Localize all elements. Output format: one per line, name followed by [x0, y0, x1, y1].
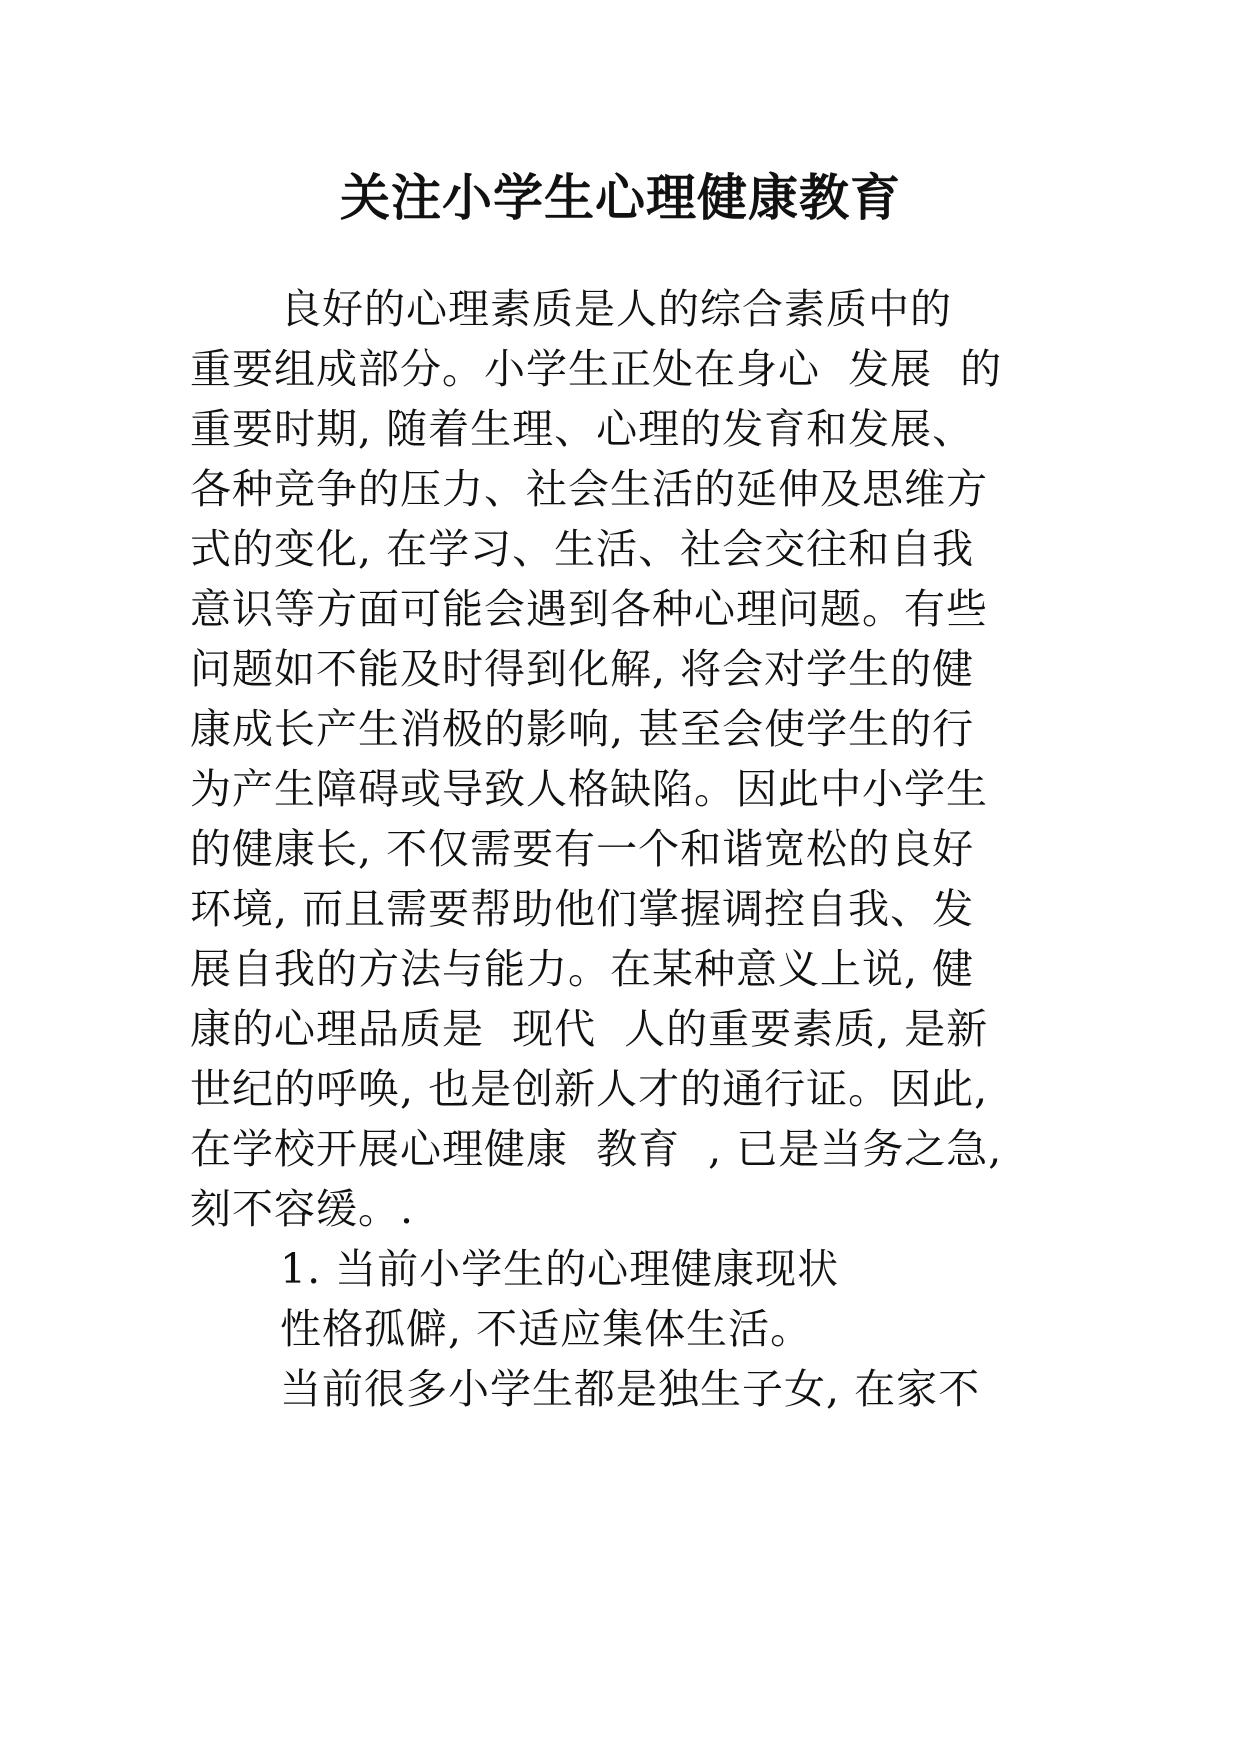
paragraph-line: 的健康长, 不仅需要有一个和谐宽松的良好 [190, 825, 975, 873]
paragraph-line: 各种竞争的压力、社会生活的延伸及思维方 [190, 465, 988, 513]
paragraph-line: 良好的心理素质是人的综合素质中的 [280, 285, 952, 333]
paragraph-line: 刻不容缓。. [190, 1185, 415, 1233]
paragraph-line: 意识等方面可能会遇到各种心理问题。有些 [190, 585, 988, 633]
paragraph-line: 重要时期, 随着生理、心理的发育和发展、 [190, 405, 975, 453]
paragraph-line: 重要组成部分。小学生正处在身心 发展 的 [190, 345, 1003, 393]
paragraph-line: 环境, 而且需要帮助他们掌握调控自我、发 [190, 885, 975, 933]
paragraph-line: 康成长产生消极的影响, 甚至会使学生的行 [190, 705, 975, 753]
paragraph-line: 在学校开展心理健康 教育 , 已是当务之急, [190, 1125, 1003, 1173]
paragraph-line: 为产生障碍或导致人格缺陷。因此中小学生 [190, 765, 988, 813]
subheading-line: 性格孤僻, 不适应集体生活。 [280, 1305, 813, 1353]
paragraph-line: 康的心理品质是 现代 人的重要素质, 是新 [190, 1005, 989, 1053]
section-heading: 1. 当前小学生的心理健康现状 [280, 1245, 840, 1293]
paragraph-line: 展自我的方法与能力。在某种意义上说, 健 [190, 945, 975, 993]
paragraph-line: 式的变化, 在学习、生活、社会交往和自我 [190, 525, 975, 573]
paragraph-line: 问题如不能及时得到化解, 将会对学生的健 [190, 645, 975, 693]
document-title: 关注小学生心理健康教育 [340, 169, 901, 227]
paragraph-line: 世纪的呼唤, 也是创新人才的通行证。因此, [190, 1065, 989, 1113]
paragraph-line: 当前很多小学生都是独生子女, 在家不 [280, 1365, 981, 1413]
